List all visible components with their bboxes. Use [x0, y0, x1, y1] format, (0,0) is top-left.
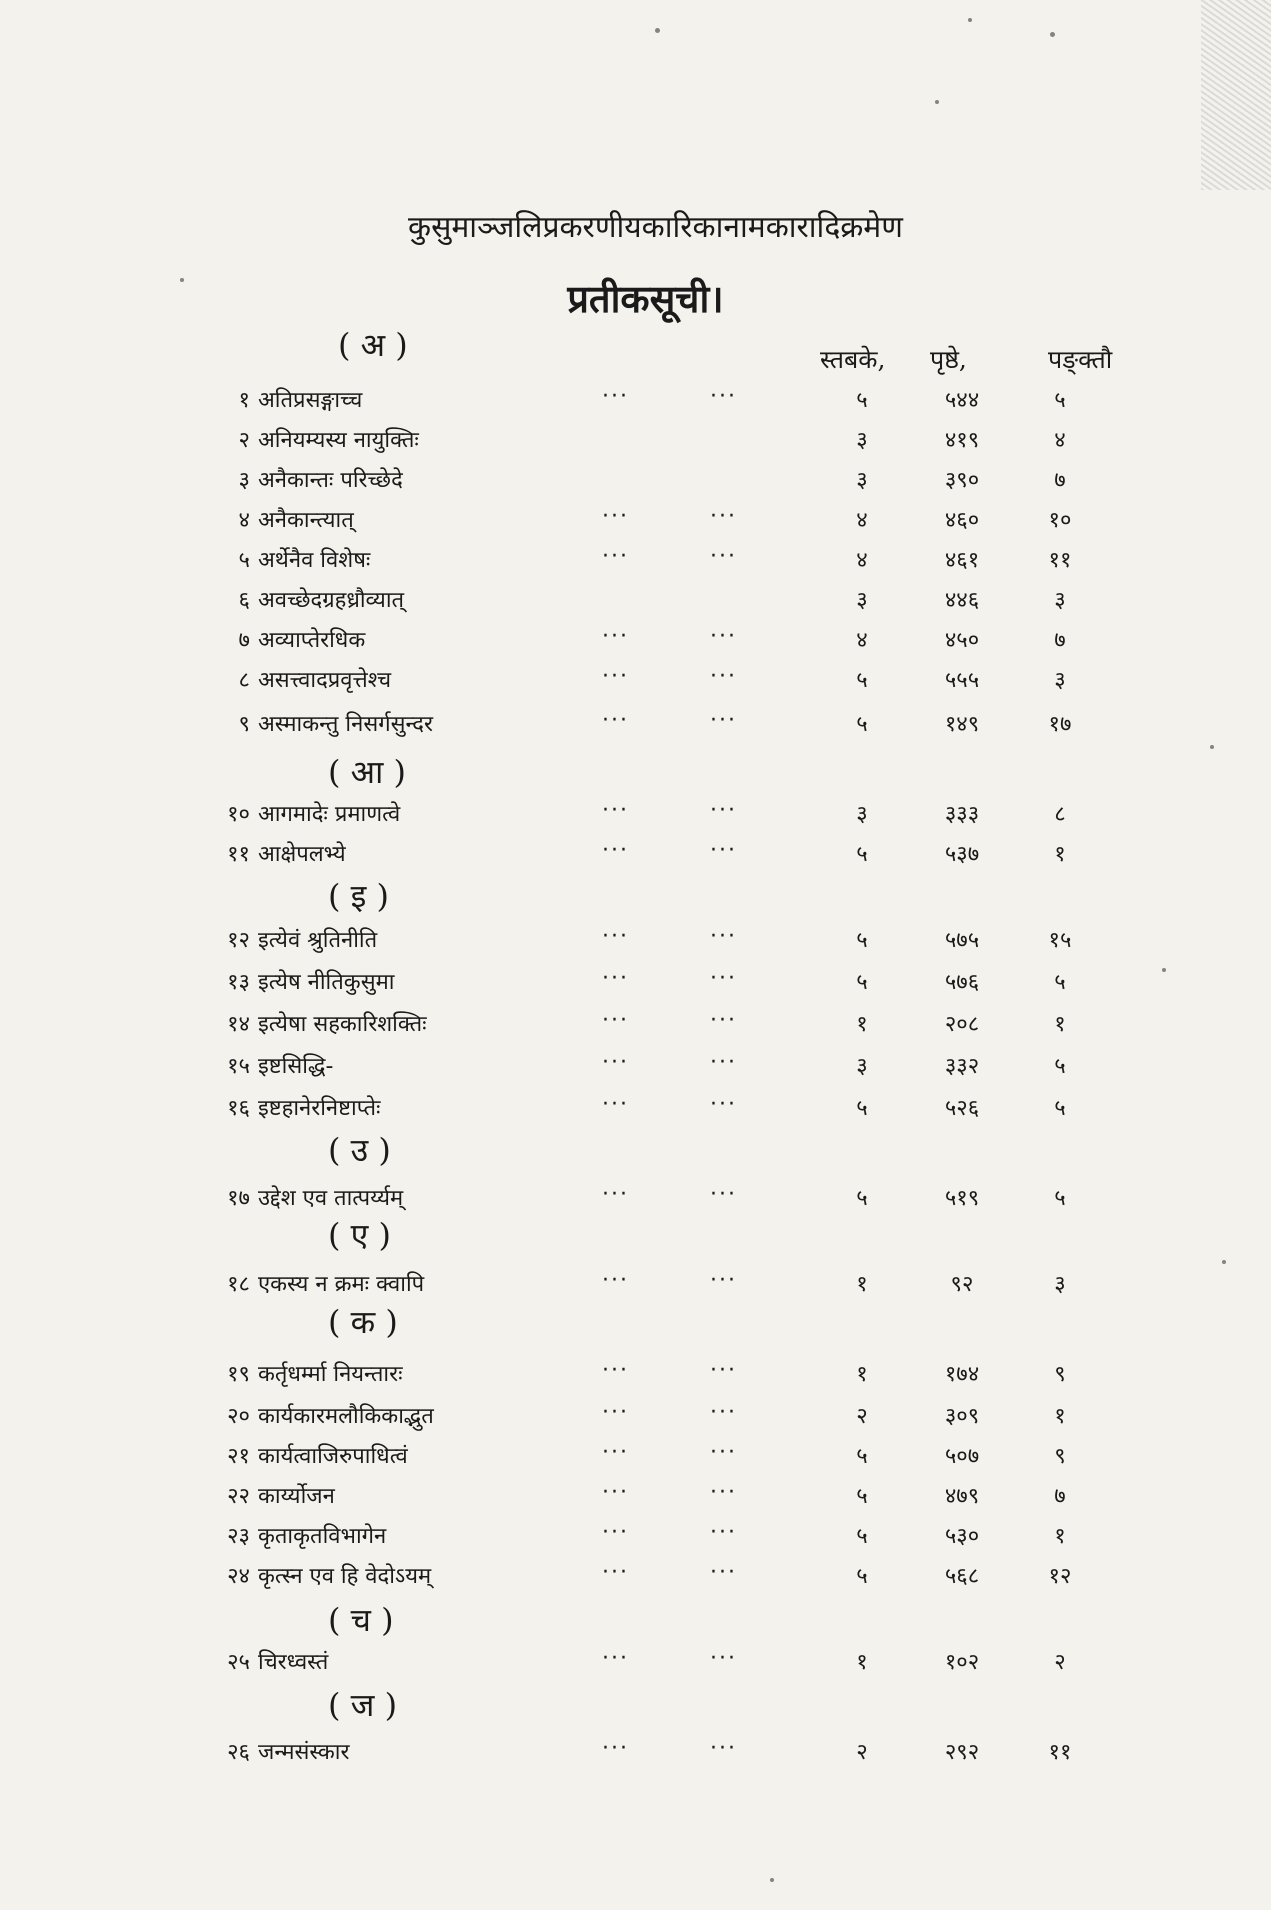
leader-dots: ··· — [710, 1646, 737, 1671]
entry-stabaka: ५ — [856, 1096, 868, 1121]
section-heading: ( अ ) — [338, 326, 408, 364]
entry-pankti: ३ — [1054, 1272, 1066, 1297]
entry-number: १९ — [227, 1362, 250, 1387]
leader-dots: ··· — [602, 1358, 629, 1383]
index-entry — [0, 1268, 1271, 1308]
entry-text: इत्येषा सहकारिशक्तिः — [258, 1012, 427, 1037]
entry-prishtha: ३३२ — [944, 1054, 980, 1079]
entry-stabaka: ३ — [856, 802, 868, 827]
entry-text: कृत्स्न एव हि वेदोऽयम् — [258, 1564, 432, 1589]
entry-pankti: १ — [1054, 1404, 1066, 1429]
entry-prishtha: ३९० — [944, 468, 980, 493]
entry-pankti: ८ — [1054, 802, 1066, 827]
entry-number: १५ — [227, 1054, 250, 1079]
leader-dots: ··· — [710, 1440, 737, 1465]
entry-number: २ — [238, 428, 250, 453]
entry-prishtha: ५४४ — [944, 388, 980, 413]
entry-text: कार्य्योजन — [258, 1484, 335, 1509]
index-title: कुसुमाञ्जलिप्रकरणीयकारिकानामकारादिक्रमेण — [408, 210, 903, 245]
entry-stabaka: २ — [856, 1404, 868, 1429]
entry-prishtha: ५७५ — [944, 928, 980, 953]
entry-text: अनैकान्त्यात् — [258, 508, 354, 533]
leader-dots: ··· — [602, 924, 629, 949]
entry-pankti: ३ — [1054, 588, 1066, 613]
leader-dots: ··· — [710, 924, 737, 949]
index-entry — [0, 1050, 1271, 1090]
leader-dots: ··· — [710, 1358, 737, 1383]
entry-pankti: ९ — [1054, 1444, 1066, 1469]
leader-dots: ··· — [602, 1520, 629, 1545]
leader-dots: ··· — [602, 1400, 629, 1425]
entry-number: ७ — [238, 628, 250, 653]
entry-pankti: १५ — [1048, 928, 1072, 953]
entry-number: ९ — [238, 712, 250, 737]
entry-number: २४ — [227, 1564, 250, 1589]
entry-number: १८ — [227, 1272, 250, 1297]
index-entry — [0, 924, 1271, 964]
entry-text: जन्मसंस्कार — [258, 1740, 350, 1765]
entry-number: १६ — [227, 1096, 250, 1121]
entry-prishtha: ९२ — [950, 1272, 974, 1297]
entry-number: ६ — [238, 588, 250, 613]
entry-number: ३ — [238, 468, 250, 493]
leader-dots: ··· — [602, 1050, 629, 1075]
leader-dots: ··· — [710, 1480, 737, 1505]
entry-prishtha: १७४ — [944, 1362, 980, 1387]
index-entry — [0, 1520, 1271, 1560]
scan-speck — [968, 18, 972, 22]
entry-pankti: १० — [1048, 508, 1072, 533]
section-heading: ( च ) — [328, 1601, 394, 1639]
entry-pankti: ४ — [1054, 428, 1066, 453]
leader-dots: ··· — [710, 966, 737, 991]
index-entry — [0, 1736, 1271, 1776]
entry-stabaka: १ — [856, 1362, 868, 1387]
index-entry — [0, 664, 1271, 704]
leader-dots: ··· — [602, 624, 629, 649]
entry-prishtha: ४७९ — [944, 1484, 980, 1509]
entry-text: आगमादेः प्रमाणत्वे — [258, 802, 401, 827]
entry-stabaka: ३ — [856, 1054, 868, 1079]
entry-prishtha: ४४६ — [944, 588, 980, 613]
entry-prishtha: ५३७ — [944, 842, 980, 867]
leader-dots: ··· — [602, 708, 629, 733]
entry-number: १० — [227, 802, 250, 827]
entry-stabaka: ५ — [856, 712, 868, 737]
entry-stabaka: ५ — [856, 1444, 868, 1469]
index-entry — [0, 1646, 1271, 1686]
entry-pankti: २ — [1054, 1650, 1066, 1675]
leader-dots: ··· — [710, 1050, 737, 1075]
entry-stabaka: १ — [856, 1650, 868, 1675]
leader-dots: ··· — [602, 1736, 629, 1761]
entry-pankti: ७ — [1054, 628, 1066, 653]
entry-stabaka: ५ — [856, 1564, 868, 1589]
entry-text: कर्तृधर्म्मा नियन्तारः — [258, 1362, 403, 1387]
scan-speck — [655, 28, 660, 33]
leader-dots: ··· — [710, 624, 737, 649]
index-entry — [0, 798, 1271, 838]
section-heading: ( इ ) — [328, 877, 390, 915]
leader-dots: ··· — [710, 838, 737, 863]
leader-dots: ··· — [710, 1092, 737, 1117]
scan-speck — [935, 100, 939, 104]
entry-stabaka: ४ — [856, 628, 868, 653]
entry-pankti: ५ — [1054, 1054, 1066, 1079]
entry-text: कार्यकारमलौकिकाद्भुत — [258, 1404, 434, 1429]
entry-stabaka: ४ — [856, 548, 868, 573]
entry-number: २० — [227, 1404, 250, 1429]
entry-text: अनियम्यस्य नायुक्तिः — [258, 428, 419, 453]
leader-dots: ··· — [710, 664, 737, 689]
entry-text: अव्याप्तेरधिक — [258, 628, 366, 653]
entry-number: ८ — [238, 668, 250, 693]
entry-prishtha: ४५० — [944, 628, 980, 653]
entry-pankti: १ — [1054, 1524, 1066, 1549]
leader-dots: ··· — [602, 1268, 629, 1293]
entry-stabaka: ५ — [856, 1186, 868, 1211]
entry-stabaka: २ — [856, 1740, 868, 1765]
entry-prishtha: २९२ — [944, 1740, 980, 1765]
index-entry — [0, 1560, 1271, 1600]
entry-number: ११ — [227, 842, 250, 867]
entry-stabaka: ३ — [856, 588, 868, 613]
entry-pankti: ११ — [1048, 1740, 1072, 1765]
entry-prishtha: ५१९ — [944, 1186, 980, 1211]
leader-dots: ··· — [602, 1480, 629, 1505]
leader-dots: ··· — [710, 798, 737, 823]
entry-stabaka: ३ — [856, 428, 868, 453]
entry-stabaka: ५ — [856, 1524, 868, 1549]
entry-text: अनैकान्तः परिच्छेदे — [258, 468, 403, 493]
entry-text: इत्येष नीतिकुसुमा — [258, 970, 395, 995]
scan-speck — [770, 1878, 774, 1882]
entry-prishtha: ५६८ — [944, 1564, 980, 1589]
entry-pankti: ५ — [1054, 1186, 1066, 1211]
entry-prishtha: ४६१ — [944, 548, 980, 573]
entry-stabaka: ५ — [856, 668, 868, 693]
leader-dots: ··· — [710, 384, 737, 409]
index-entry — [0, 1358, 1271, 1398]
entry-prishtha: ५३० — [944, 1524, 980, 1549]
entry-pankti: ७ — [1054, 468, 1066, 493]
scan-noise-corner — [1201, 0, 1271, 190]
entry-text: अर्थेनैव विशेषः — [258, 548, 371, 573]
section-heading: ( आ ) — [328, 753, 407, 791]
leader-dots: ··· — [710, 1182, 737, 1207]
leader-dots: ··· — [602, 504, 629, 529]
entry-number: २५ — [227, 1650, 250, 1675]
entry-pankti: १ — [1054, 1012, 1066, 1037]
index-entry — [0, 584, 1271, 624]
index-entry — [0, 1440, 1271, 1480]
entry-number: १३ — [227, 970, 250, 995]
leader-dots: ··· — [710, 504, 737, 529]
leader-dots: ··· — [710, 1736, 737, 1761]
entry-pankti: ५ — [1054, 970, 1066, 995]
entry-pankti: ९ — [1054, 1362, 1066, 1387]
leader-dots: ··· — [602, 384, 629, 409]
entry-stabaka: ४ — [856, 508, 868, 533]
entry-prishtha: ३३३ — [944, 802, 980, 827]
index-entry — [0, 464, 1271, 504]
leader-dots: ··· — [710, 1560, 737, 1585]
entry-prishtha: ५०७ — [944, 1444, 980, 1469]
entry-number: ५ — [238, 548, 250, 573]
leader-dots: ··· — [710, 708, 737, 733]
entry-prishtha: ४६० — [944, 508, 980, 533]
index-entry — [0, 544, 1271, 584]
index-entry — [0, 1092, 1271, 1132]
column-header-pankti: पङ्क्तौ — [1048, 345, 1113, 374]
leader-dots: ··· — [602, 1646, 629, 1671]
leader-dots: ··· — [602, 664, 629, 689]
entry-text: कृताकृतविभागेन — [258, 1524, 387, 1549]
entry-pankti: ७ — [1054, 1484, 1066, 1509]
leader-dots: ··· — [710, 1008, 737, 1033]
entry-pankti: १ — [1054, 842, 1066, 867]
entry-number: २३ — [227, 1524, 250, 1549]
index-entry — [0, 708, 1271, 748]
index-entry — [0, 504, 1271, 544]
entry-pankti: ५ — [1054, 1096, 1066, 1121]
leader-dots: ··· — [602, 1008, 629, 1033]
entry-prishtha: ५२६ — [944, 1096, 980, 1121]
entry-stabaka: १ — [856, 1012, 868, 1037]
column-header-prishtha: पृष्ठे, — [930, 345, 967, 374]
entry-text: उद्देश एव तात्पर्य्यम् — [258, 1186, 404, 1211]
entry-number: १२ — [227, 928, 250, 953]
entry-stabaka: ५ — [856, 388, 868, 413]
entry-number: २१ — [227, 1444, 250, 1469]
entry-text: अवच्छेदग्रहध्रौव्यात् — [258, 588, 405, 613]
entry-prishtha: १०२ — [944, 1650, 980, 1675]
entry-stabaka: ३ — [856, 468, 868, 493]
leader-dots: ··· — [602, 1560, 629, 1585]
entry-pankti: १२ — [1048, 1564, 1072, 1589]
index-entry — [0, 1480, 1271, 1520]
section-heading: ( उ ) — [328, 1131, 391, 1169]
index-entry — [0, 624, 1271, 664]
index-entry — [0, 1008, 1271, 1048]
entry-number: १ — [238, 388, 250, 413]
entry-text: अस्माकन्तु निसर्गसुन्दर — [258, 712, 433, 737]
entry-prishtha: ३०९ — [944, 1404, 980, 1429]
section-heading: ( ए ) — [328, 1216, 392, 1254]
entry-prishtha: ५७६ — [944, 970, 980, 995]
entry-text: चिरध्वस्तं — [258, 1650, 329, 1675]
section-heading: ( ज ) — [328, 1686, 398, 1724]
entry-prishtha: ४१९ — [944, 428, 980, 453]
entry-number: ४ — [238, 508, 250, 533]
entry-prishtha: ५५५ — [944, 668, 980, 693]
index-entry — [0, 838, 1271, 878]
leader-dots: ··· — [602, 1182, 629, 1207]
entry-text: इष्टसिद्धि- — [258, 1054, 334, 1079]
leader-dots: ··· — [602, 966, 629, 991]
entry-text: इत्येवं श्रुतिनीति — [258, 928, 378, 953]
entry-prishtha: १४९ — [944, 712, 980, 737]
entry-number: १७ — [227, 1186, 250, 1211]
leader-dots: ··· — [602, 1092, 629, 1117]
entry-pankti: ३ — [1054, 668, 1066, 693]
entry-stabaka: ५ — [856, 928, 868, 953]
entry-pankti: ११ — [1048, 548, 1072, 573]
index-entry — [0, 1400, 1271, 1440]
entry-stabaka: ५ — [856, 842, 868, 867]
entry-pankti: ५ — [1054, 388, 1066, 413]
entry-stabaka: १ — [856, 1272, 868, 1297]
entry-number: १४ — [227, 1012, 250, 1037]
scan-speck — [1050, 32, 1055, 37]
section-heading: ( क ) — [328, 1303, 398, 1341]
leader-dots: ··· — [710, 544, 737, 569]
entry-number: २२ — [227, 1484, 250, 1509]
index-subtitle: प्रतीकसूची। — [567, 276, 724, 321]
index-entry — [0, 966, 1271, 1006]
entry-text: एकस्य न क्रमः क्वापि — [258, 1272, 425, 1297]
entry-stabaka: ५ — [856, 970, 868, 995]
entry-text: असत्त्वादप्रवृत्तेश्च — [258, 668, 392, 693]
entry-pankti: १७ — [1048, 712, 1072, 737]
leader-dots: ··· — [710, 1520, 737, 1545]
index-entry — [0, 384, 1271, 424]
entry-number: २६ — [227, 1740, 250, 1765]
leader-dots: ··· — [602, 798, 629, 823]
scan-speck — [1222, 1260, 1226, 1264]
leader-dots: ··· — [602, 838, 629, 863]
index-entry — [0, 1182, 1271, 1222]
entry-text: आक्षेपलभ्ये — [258, 842, 346, 867]
leader-dots: ··· — [710, 1400, 737, 1425]
entry-text: अतिप्रसङ्गाच्च — [258, 388, 363, 413]
entry-prishtha: २०८ — [944, 1012, 980, 1037]
entry-stabaka: ५ — [856, 1484, 868, 1509]
entry-text: कार्यत्वाजिरुपाधित्वं — [258, 1444, 408, 1469]
leader-dots: ··· — [710, 1268, 737, 1293]
leader-dots: ··· — [602, 544, 629, 569]
leader-dots: ··· — [602, 1440, 629, 1465]
index-entry — [0, 424, 1271, 464]
column-header-stabaka: स्तबके, — [820, 345, 886, 374]
entry-text: इष्टहानेरनिष्टाप्तेः — [258, 1096, 381, 1121]
